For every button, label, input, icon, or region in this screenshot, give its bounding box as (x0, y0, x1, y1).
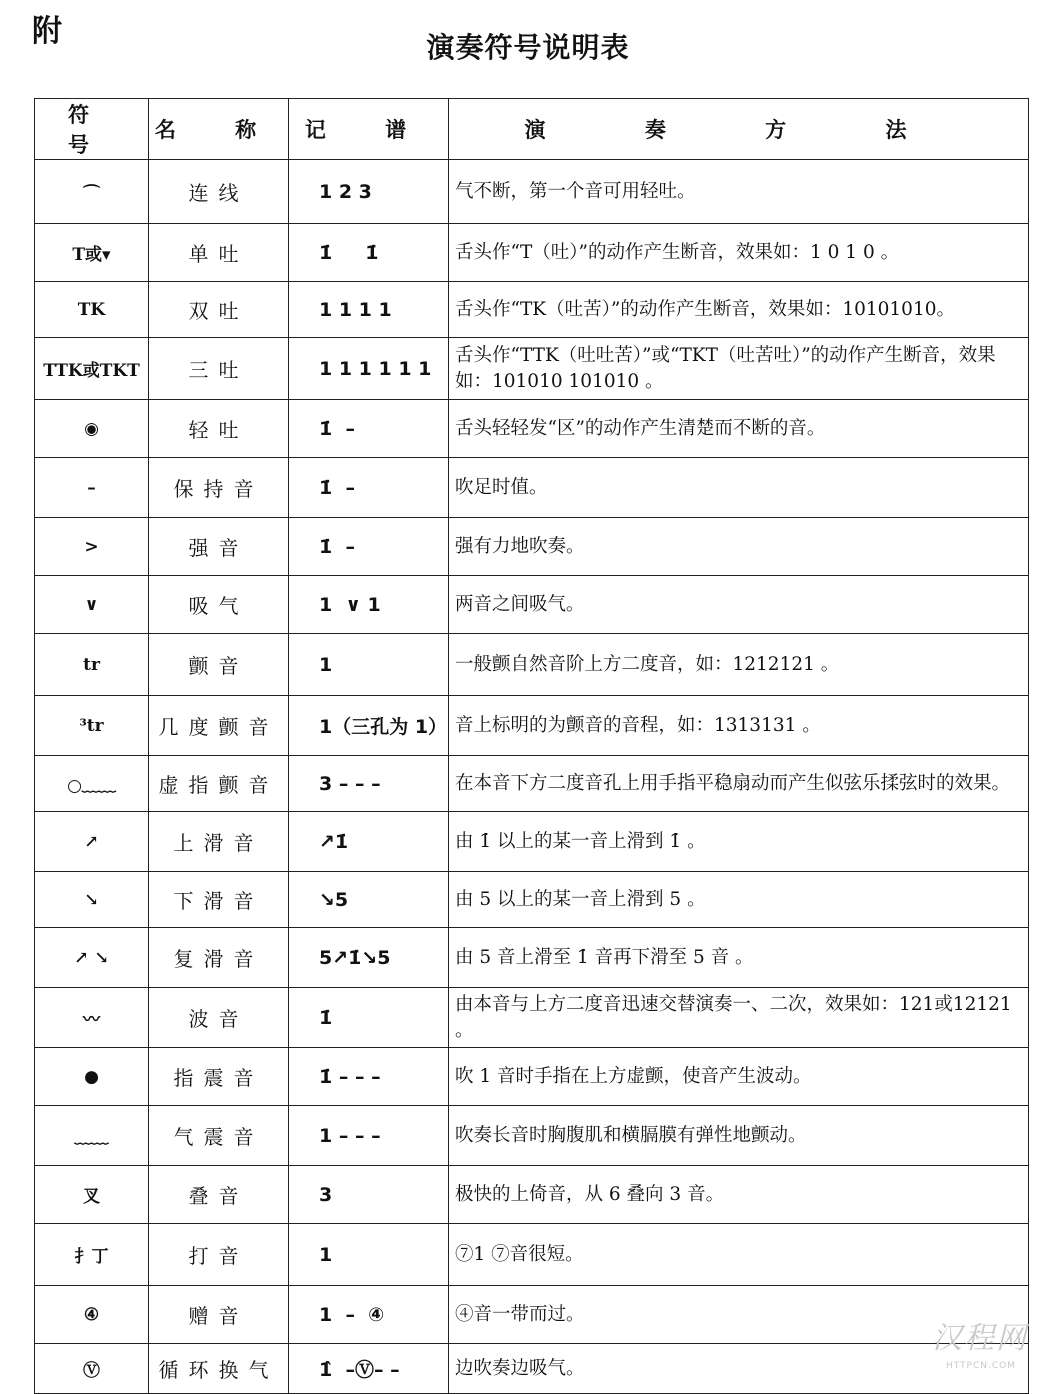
method-cell: ④音一带而过。 (449, 1286, 1029, 1344)
notation-cell: 1 2 3 (289, 160, 449, 224)
table-row (35, 634, 1029, 696)
method-cell: 由本音与上方二度音迅速交替演奏一、二次，效果如：121或12121 。 (449, 988, 1029, 1048)
table-row (35, 576, 1029, 634)
notation-cell: 1̇ – (289, 458, 449, 518)
notation-cell: 3 (289, 1166, 449, 1224)
header-name: 名 称 (149, 99, 289, 160)
table-row (35, 1344, 1029, 1394)
name-cell: 赠音 (149, 1286, 289, 1344)
notation-cell: 1̇ 1̇ (289, 224, 449, 282)
method-cell: 两音之间吸气。 (449, 576, 1029, 634)
symbol-cell: 叉 (35, 1166, 149, 1224)
table-row (35, 988, 1029, 1048)
name-cell: 叠音 (149, 1166, 289, 1224)
table-row (35, 812, 1029, 872)
symbol-cell: ↘ (35, 872, 149, 928)
symbol-cell: – (35, 458, 149, 518)
name-cell: 上滑音 (149, 812, 289, 872)
method-cell: 由 5 音上滑至 1̇ 音再下滑至 5 音 。 (449, 928, 1029, 988)
symbol-cell: tr (35, 634, 149, 696)
symbol-cell: 〰 (35, 988, 149, 1048)
table-row (35, 518, 1029, 576)
symbol-table (34, 98, 1029, 1394)
symbol-cell: ﹏﹏ (35, 1106, 149, 1166)
symbol-cell: ◉ (35, 400, 149, 458)
notation-cell: 5↗1̇↘5 (289, 928, 449, 988)
symbol-cell: Ⓥ (35, 1344, 149, 1394)
name-cell: 虚指颤音 (149, 756, 289, 812)
symbol-cell: ⌒ (35, 160, 149, 224)
name-cell: 循环换气 (149, 1344, 289, 1394)
header-symbol: 符 号 (35, 99, 149, 160)
method-cell: 舌头作“TK（吐苦）”的动作产生断音，效果如：10101010。 (449, 282, 1029, 338)
notation-cell: 1̇ (289, 988, 449, 1048)
method-cell: 由 5 以上的某一音上滑到 5 。 (449, 872, 1029, 928)
table-header-row (35, 99, 1029, 160)
header-method: 演 奏 方 法 (449, 99, 1029, 160)
method-cell: 舌头作“TTK（吐吐苦）”或“TKT（吐苦吐）”的动作产生断音，效果如：101010 101010 。 (449, 338, 1029, 400)
table-row (35, 400, 1029, 458)
symbol-cell: ∨ (35, 576, 149, 634)
name-cell: 复滑音 (149, 928, 289, 988)
method-cell: 音上标明的为颤音的音程，如：1313131 。 (449, 696, 1029, 756)
method-cell: 一般颤自然音阶上方二度音，如：1212121 。 (449, 634, 1029, 696)
table-row (35, 928, 1029, 988)
method-cell: 吹 1 音时手指在上方虚颤，使音产生波动。 (449, 1048, 1029, 1106)
table-row (35, 1106, 1029, 1166)
table-row (35, 282, 1029, 338)
notation-cell: 1 ∨ 1 (289, 576, 449, 634)
table-row (35, 1048, 1029, 1106)
name-cell: 保持音 (149, 458, 289, 518)
symbol-cell: ↗ ↘ (35, 928, 149, 988)
method-cell: 舌头轻轻发“区”的动作产生清楚而不断的音。 (449, 400, 1029, 458)
table-row (35, 872, 1029, 928)
method-cell: 边吹奏边吸气。 (449, 1344, 1029, 1394)
watermark: 汉程网 (932, 1321, 1028, 1356)
table-row (35, 756, 1029, 812)
name-cell: 颤音 (149, 634, 289, 696)
symbol-cell: ○﹏﹏ (35, 756, 149, 812)
method-cell: 由 1̇ 以上的某一音上滑到 1̇ 。 (449, 812, 1029, 872)
symbol-cell: > (35, 518, 149, 576)
symbol-cell: ³tr (35, 696, 149, 756)
notation-cell: ↗1̇ (289, 812, 449, 872)
method-cell: 气不断，第一个音可用轻吐。 (449, 160, 1029, 224)
table-row (35, 160, 1029, 224)
symbol-cell: TK (35, 282, 149, 338)
name-cell: 强音 (149, 518, 289, 576)
table-row (35, 224, 1029, 282)
watermark-sub: HTTPCN.COM (945, 1361, 1016, 1371)
symbol-cell: ● (35, 1048, 149, 1106)
symbol-cell: TTK或TKT (35, 338, 149, 400)
notation-cell: 1 1 1 1 (289, 282, 449, 338)
name-cell: 气震音 (149, 1106, 289, 1166)
method-cell: 吹足时值。 (449, 458, 1029, 518)
notation-cell: 1̇ – (289, 400, 449, 458)
method-cell: 强有力地吹奏。 (449, 518, 1029, 576)
method-cell: 吹奏长音时胸腹肌和横膈膜有弹性地颤动。 (449, 1106, 1029, 1166)
notation-cell: 1 (289, 1224, 449, 1286)
name-cell: 双吐 (149, 282, 289, 338)
symbol-cell: ↗ (35, 812, 149, 872)
notation-cell: 1̇ – (289, 518, 449, 576)
method-cell: ⑦1 ⑦音很短。 (449, 1224, 1029, 1286)
name-cell: 吸气 (149, 576, 289, 634)
symbol-cell: 扌丁 (35, 1224, 149, 1286)
notation-cell: 1 – – – (289, 1106, 449, 1166)
name-cell: 单吐 (149, 224, 289, 282)
notation-cell: 1 1 1 1 1 1 (289, 338, 449, 400)
method-cell: 舌头作“T（吐）”的动作产生断音，效果如：1 0 1 0 。 (449, 224, 1029, 282)
name-cell: 几度颤音 (149, 696, 289, 756)
table-row (35, 338, 1029, 400)
name-cell: 连线 (149, 160, 289, 224)
appendix-label: 附 (32, 14, 62, 49)
table-row (35, 1224, 1029, 1286)
symbol-cell: T或▾ (35, 224, 149, 282)
name-cell: 下滑音 (149, 872, 289, 928)
page-title: 演奏符号说明表 (426, 31, 630, 64)
name-cell: 波音 (149, 988, 289, 1048)
notation-cell: 3 – – – (289, 756, 449, 812)
notation-cell: 1（三孔为 1） (289, 696, 449, 756)
name-cell: 指震音 (149, 1048, 289, 1106)
symbol-cell: ④ (35, 1286, 149, 1344)
notation-cell: 1̇ – – – (289, 1048, 449, 1106)
notation-cell: 1 (289, 634, 449, 696)
name-cell: 轻吐 (149, 400, 289, 458)
header-notation: 记 谱 (289, 99, 449, 160)
name-cell: 打音 (149, 1224, 289, 1286)
notation-cell: 1̂ –Ⓥ– – (289, 1344, 449, 1394)
table-body (35, 160, 1029, 1394)
table-row (35, 1166, 1029, 1224)
name-cell: 三吐 (149, 338, 289, 400)
table-row (35, 696, 1029, 756)
notation-cell: ↘5 (289, 872, 449, 928)
notation-cell: 1 – ④ (289, 1286, 449, 1344)
table-row (35, 1286, 1029, 1344)
method-cell: 极快的上倚音，从 6 叠向 3 音。 (449, 1166, 1029, 1224)
table-row (35, 458, 1029, 518)
method-cell: 在本音下方二度音孔上用手指平稳扇动而产生似弦乐揉弦时的效果。 (449, 756, 1029, 812)
